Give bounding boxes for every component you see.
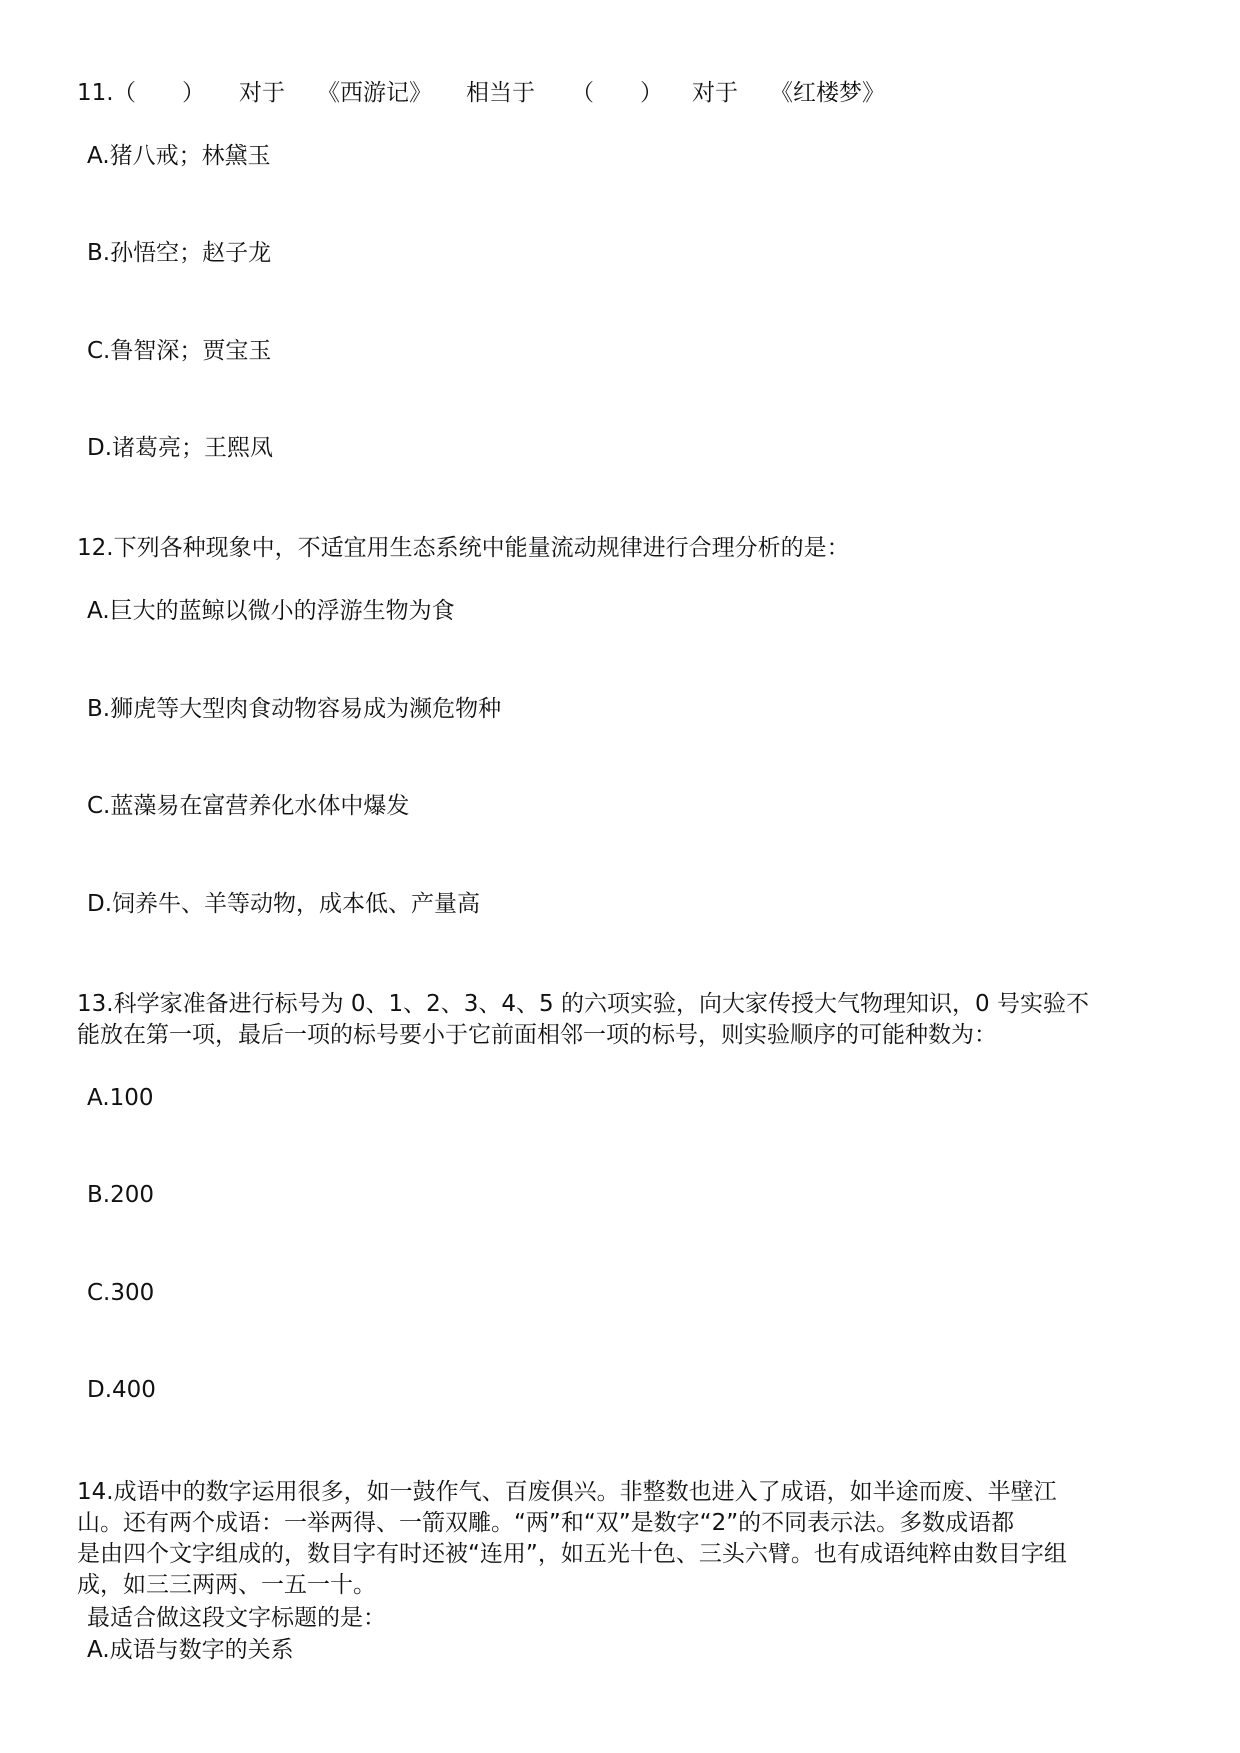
option-11-c[interactable]: C.鲁智深；贾宝玉 xyxy=(87,338,272,364)
option-12-b[interactable]: B.狮虎等大型肉食动物容易成为濒危物种 xyxy=(87,696,502,722)
blank-1: （ ） xyxy=(113,80,205,106)
option-11-d[interactable]: D.诸葛亮；王熙凤 xyxy=(87,435,274,461)
option-12-c[interactable]: C.蓝藻易在富营养化水体中爆发 xyxy=(87,793,410,819)
question-14-prompt: 最适合做这段文字标题的是： xyxy=(87,1605,386,1631)
option-13-b[interactable]: B.200 xyxy=(87,1182,154,1208)
question-12-stem: 12.下列各种现象中，不适宜用生态系统中能量流动规律进行合理分析的是： xyxy=(77,535,850,561)
option-13-a[interactable]: A.100 xyxy=(87,1085,154,1111)
question-14-stem-line-4: 成，如三三两两、一五一十。 xyxy=(77,1572,376,1598)
question-14-stem-line-2: 山。还有两个成语：一举两得、一箭双雕。“两”和“双”是数字“2”的不同表示法。多数成语都 xyxy=(77,1510,1015,1536)
question-14-stem-line-1: 14.成语中的数字运用很多，如一鼓作气、百废俱兴。非整数也进入了成语，如半途而废、半壁江 xyxy=(77,1479,1057,1505)
option-13-c[interactable]: C.300 xyxy=(87,1280,155,1306)
blank-2: （ ） xyxy=(571,80,663,106)
option-14-a[interactable]: A.成语与数字的关系 xyxy=(87,1637,294,1663)
option-12-d[interactable]: D.饲养牛、羊等动物，成本低、产量高 xyxy=(87,891,481,917)
option-12-a[interactable]: A.巨大的蓝鲸以微小的浮游生物为食 xyxy=(87,598,455,624)
question-11-stem xyxy=(77,78,1077,108)
relation-2: 对于 xyxy=(692,80,738,106)
work-1: 《西游记》 xyxy=(317,80,432,106)
option-13-d[interactable]: D.400 xyxy=(87,1377,156,1403)
question-14-stem-line-3: 是由四个文字组成的，数目字有时还被“连用”，如五光十色、三头六臂。也有成语纯粹由数目字组 xyxy=(77,1541,1067,1567)
middle-text: 相当于 xyxy=(466,80,535,106)
question-13-stem-line-2: 能放在第一项，最后一项的标号要小于它前面相邻一项的标号，则实验顺序的可能种数为： xyxy=(77,1022,997,1048)
work-2: 《红楼梦》 xyxy=(770,80,885,106)
relation-1: 对于 xyxy=(239,80,285,106)
option-11-a[interactable]: A.猪八戒；林黛玉 xyxy=(87,143,271,169)
question-number: 11. xyxy=(77,80,114,106)
question-13-stem-line-1: 13.科学家准备进行标号为 0、1、2、3、4、5 的六项实验，向大家传授大气物理知识，0 号实验不 xyxy=(77,991,1089,1017)
option-11-b[interactable]: B.孙悟空；赵子龙 xyxy=(87,240,272,266)
